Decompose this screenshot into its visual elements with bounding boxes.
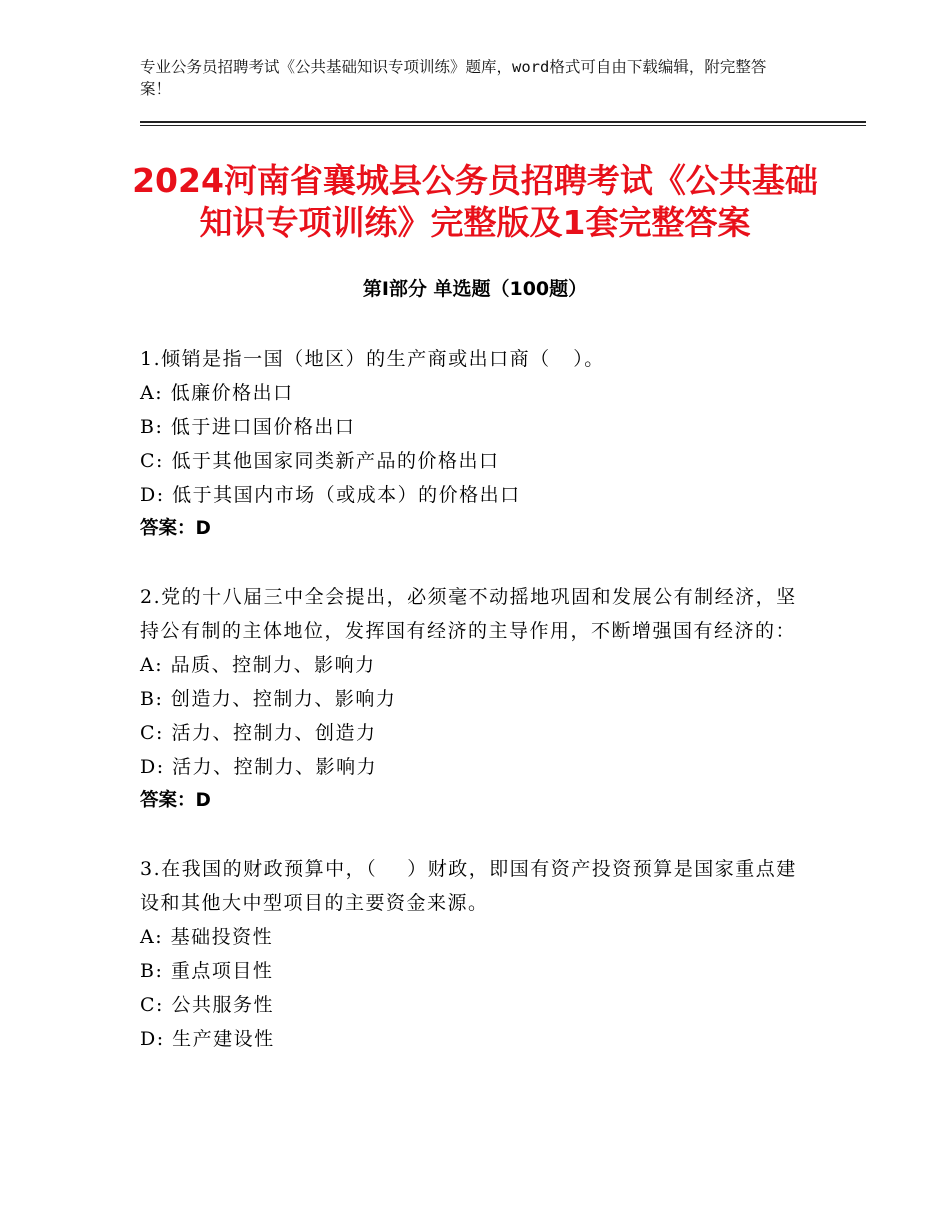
option-b: B: 创造力、控制力、影响力 <box>140 688 397 710</box>
option-c: C: 活力、控制力、创造力 <box>140 722 377 744</box>
question-list <box>140 342 800 1090</box>
answer-label: 答案：D <box>140 790 211 811</box>
option-c: C: 低于其他国家同类新产品的价格出口 <box>140 450 500 472</box>
question-stem: 1.倾销是指一国（地区）的生产商或出口商（ ）。 <box>140 348 605 370</box>
option-d: D: 生产建设性 <box>140 1028 275 1050</box>
question-1 <box>140 342 800 546</box>
header-rule-thick <box>140 121 866 123</box>
option-b: B: 重点项目性 <box>140 960 274 982</box>
option-b: B: 低于进口国价格出口 <box>140 416 356 438</box>
option-a: A: 低廉价格出口 <box>140 382 294 404</box>
option-c: C: 公共服务性 <box>140 994 274 1016</box>
option-a: A: 品质、控制力、影响力 <box>140 654 376 676</box>
document-title: 2024河南省襄城县公务员招聘考试《公共基础知识专项训练》完整版及1套完整答案 <box>132 161 818 242</box>
header-note: 专业公务员招聘考试《公共基础知识专项训练》题库，word格式可自由下载编辑，附完整答案！ <box>140 58 767 98</box>
option-d: D: 活力、控制力、影响力 <box>140 756 378 778</box>
question-stem: 3.在我国的财政预算中，（ ）财政，即国有资产投资预算是国家重点建设和其他大中型项目的主要资金来源。 <box>140 858 797 914</box>
option-d: D: 低于其国内市场（或成本）的价格出口 <box>140 484 521 506</box>
question-stem: 2.党的十八届三中全会提出，必须毫不动摇地巩固和发展公有制经济，坚持公有制的主体地位，发挥国有经济的主导作用，不断增强国有经济的： <box>140 586 797 642</box>
answer-label: 答案：D <box>140 518 211 539</box>
option-a: A: 基础投资性 <box>140 926 274 948</box>
question-3 <box>140 852 800 1056</box>
header-rule-thin <box>140 125 866 126</box>
section-title: 第I部分 单选题（100题） <box>362 278 588 300</box>
question-2 <box>140 580 800 818</box>
